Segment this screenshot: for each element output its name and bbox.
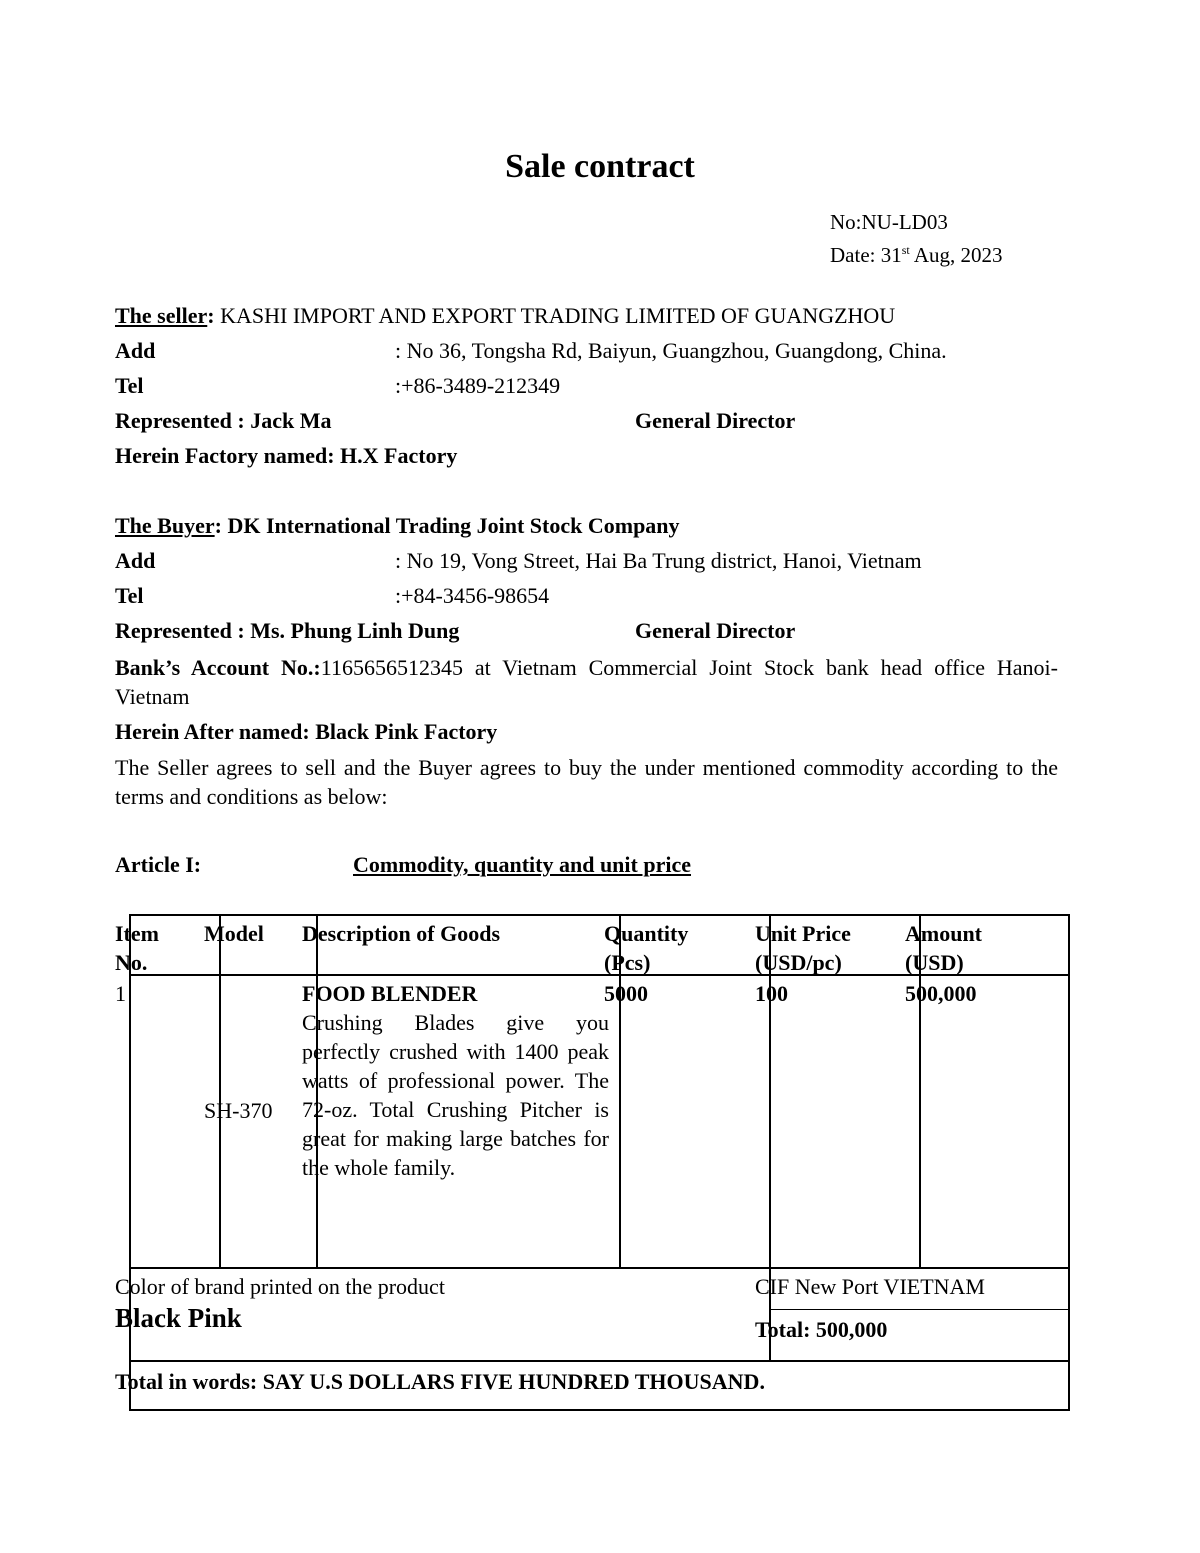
seller-position: General Director (635, 408, 796, 433)
table-border-left (129, 914, 131, 1411)
row-description-title: FOOD BLENDER (302, 981, 478, 1006)
seller-add-label: Add (115, 338, 156, 363)
date-suffix: Aug, 2023 (909, 243, 1003, 267)
brand-value: Black Pink (115, 1303, 242, 1333)
header-amount: Amount (USD) (905, 921, 983, 975)
buyer-line (115, 513, 680, 539)
buyer-add-label: Add (115, 548, 156, 573)
row-item-no: 1 (115, 981, 126, 1006)
seller-heading: The seller (115, 303, 208, 328)
header-unit-price: Unit Price (USD/pc) (755, 921, 851, 975)
seller-representative (115, 408, 1058, 434)
table-border-right (1068, 914, 1070, 1411)
contract-number: No:NU-LD03 (830, 210, 948, 234)
buyer-herein: Herein After named: Black Pink Factory (115, 719, 498, 744)
buyer-name: : DK International Trading Joint Stock Company (214, 513, 680, 538)
contract-date (830, 243, 1003, 268)
seller-tel (115, 373, 1058, 399)
buyer-address (115, 548, 1058, 574)
table-border-top (129, 914, 1070, 916)
seller-colon: : (207, 303, 215, 328)
table-border-bottom (129, 1409, 1070, 1411)
table-cif-divider (769, 1309, 1070, 1310)
article-label: Article I: (115, 852, 202, 877)
seller-herein: Herein Factory named: H.X Factory (115, 443, 458, 468)
brand-label: Color of brand printed on the product (115, 1274, 445, 1299)
table-col-line-1 (219, 914, 221, 1269)
seller-tel-label: Tel (115, 373, 144, 398)
date-sup: st (901, 243, 910, 257)
date-prefix: Date: 31 (830, 243, 902, 267)
seller-address (115, 338, 1058, 364)
row-model: SH-370 (204, 1098, 273, 1123)
total-amount: Total: 500,000 (755, 1317, 888, 1342)
buyer-heading: The Buyer (115, 513, 215, 538)
seller-add-value: : No 36, Tongsha Rd, Baiyun, Guangzhou, Guangdong, China. (395, 338, 947, 363)
row-description-text: Crushing Blades give you perfectly crushed with 1400 peak watts of professional power. The 72-oz. Total Crushing Pitcher is great for making large batches for the whole family. (302, 1010, 609, 1180)
row-amount: 500,000 (905, 981, 977, 1006)
incoterm: CIF New Port VIETNAM (755, 1274, 985, 1299)
header-description: Description of Goods (302, 921, 500, 946)
buyer-bank-value: 1165656512345 at Vietnam Commercial Joint Stock bank head office Hanoi-Vietnam (115, 655, 1058, 709)
table-row-divider (129, 1267, 1070, 1269)
page-title: Sale contract (505, 148, 695, 185)
header-model: Model (204, 921, 264, 946)
seller-represented: Represented : Jack Ma (115, 408, 332, 433)
buyer-representative (115, 618, 1058, 644)
article-title: Commodity, quantity and unit price (353, 852, 691, 877)
seller-line (115, 303, 895, 329)
seller-tel-value: :+86-3489-212349 (395, 373, 561, 398)
buyer-represented: Represented : Ms. Phung Linh Dung (115, 618, 460, 643)
table-total-divider (129, 1360, 1070, 1362)
row-unit-price: 100 (755, 981, 788, 1006)
buyer-tel-label: Tel (115, 583, 144, 608)
buyer-bank-account (115, 653, 1058, 711)
header-item: Item No. (115, 921, 159, 975)
buyer-bank-label: Bank’s Account No.: (115, 655, 321, 680)
buyer-tel (115, 583, 1058, 609)
buyer-position: General Director (635, 618, 796, 643)
buyer-tel-value: :+84-3456-98654 (395, 583, 550, 608)
total-in-words: Total in words: SAY U.S DOLLARS FIVE HUNDRED THOUSAND. (115, 1369, 765, 1394)
header-quantity: Quantity (Pcs) (604, 921, 689, 975)
row-quantity: 5000 (604, 981, 648, 1006)
buyer-add-value: : No 19, Vong Street, Hai Ba Trung district, Hanoi, Vietnam (395, 548, 922, 573)
seller-name: KASHI IMPORT AND EXPORT TRADING LIMITED OF GUANGZHOU (214, 303, 896, 328)
agreement-text: The Seller agrees to sell and the Buyer agrees to buy the under mentioned commodity according to the terms and conditions as below: (115, 755, 1058, 809)
